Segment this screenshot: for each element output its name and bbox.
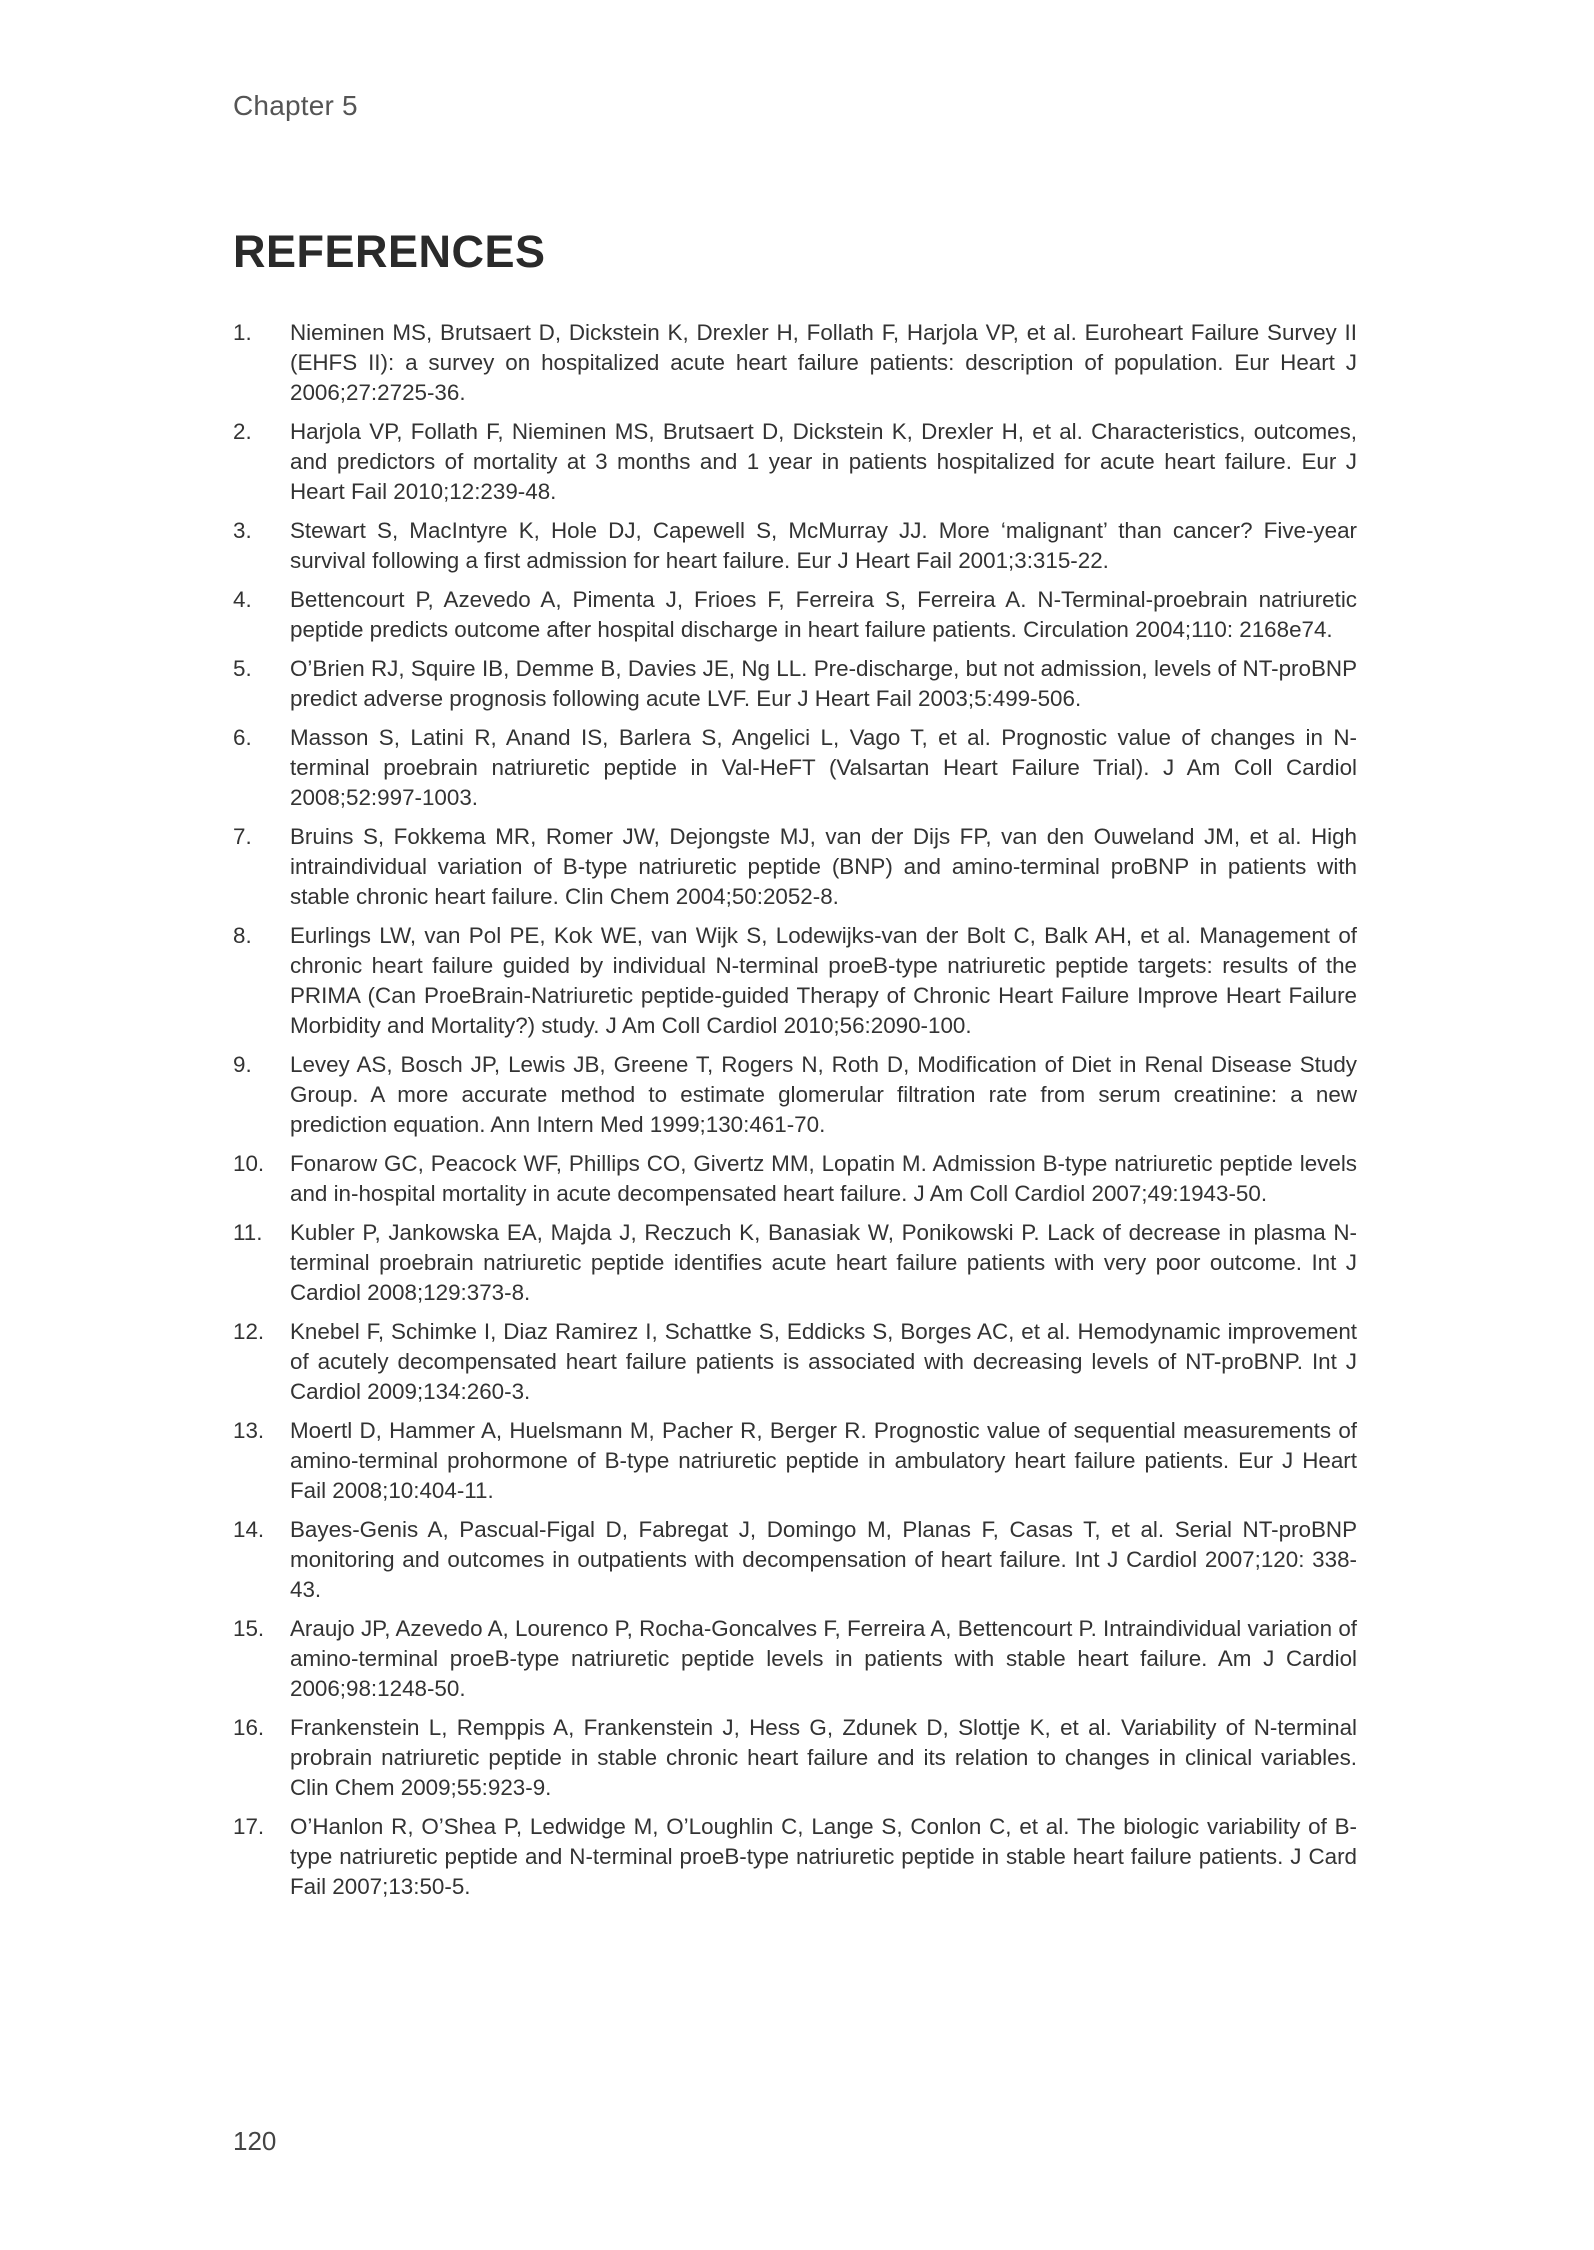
reference-item [233,1149,1357,1209]
reference-text: Kubler P, Jankowska EA, Majda J, Reczuch K, Banasiak W, Ponikowski P. Lack of decrease in plasma N-terminal proebrain natriuretic peptide identifies acute heart failure patients with very poor outcome. Int J Cardiol 2008;129:373-8. [290,1220,1357,1305]
reference-number: 17. [233,1814,265,1839]
reference-number: 3. [233,518,252,543]
reference-number: 9. [233,1052,252,1077]
reference-item [233,654,1357,714]
reference-number: 1. [233,320,252,345]
reference-text: O’Brien RJ, Squire IB, Demme B, Davies JE, Ng LL. Pre-discharge, but not admission, levels of NT-proBNP predict adverse prognosis following acute LVF. Eur J Heart Fail 2003;5:499-506. [290,656,1357,711]
reference-text: Bruins S, Fokkema MR, Romer JW, Dejongste MJ, van der Dijs FP, van den Ouweland JM, et al. High intraindividual variation of B-type natriuretic peptide (BNP) and amino-terminal proBNP in patients with stable chronic heart failure. Clin Chem 2004;50:2052-8. [290,824,1357,909]
reference-item [233,1812,1357,1902]
reference-item [233,1713,1357,1803]
reference-list [233,318,1357,1911]
reference-text: Bayes-Genis A, Pascual-Figal D, Fabregat J, Domingo M, Planas F, Casas T, et al. Serial NT-proBNP monitoring and outcomes in outpatients with decompensation of heart failure. Int J Cardiol 2007;120: 338-43. [290,1517,1357,1602]
reference-text: Harjola VP, Follath F, Nieminen MS, Brutsaert D, Dickstein K, Drexler H, et al. Characteristics, outcomes, and predictors of mortality at 3 months and 1 year in patients hospitalized for acute heart failure. Eur J Heart Fail 2010;12:239-48. [290,419,1357,504]
reference-number: 13. [233,1418,265,1443]
reference-text: Araujo JP, Azevedo A, Lourenco P, Rocha-Goncalves F, Ferreira A, Bettencourt P. Intraindividual variation of amino-terminal proeB-type natriuretic peptide levels in patients with stable heart failure. Am J Cardiol 2006;98:1248-50. [290,1616,1357,1701]
reference-item [233,1416,1357,1506]
reference-number: 15. [233,1616,265,1641]
reference-text: Moertl D, Hammer A, Huelsmann M, Pacher R, Berger R. Prognostic value of sequential measurements of amino-terminal prohormone of B-type natriuretic peptide in ambulatory heart failure patients. Eur J Heart Fail 2008;10:404-11. [290,1418,1357,1503]
reference-number: 8. [233,923,252,948]
reference-item [233,417,1357,507]
reference-text: Eurlings LW, van Pol PE, Kok WE, van Wijk S, Lodewijks-van der Bolt C, Balk AH, et al. Management of chronic heart failure guided by individual N-terminal proeB-type natriuretic peptide targets: results of the PRIMA (Can ProeBrain-Natriuretic peptide-guided Therapy of Chronic Heart Failure Improve Heart Failure Morbidity and Mortality?) study. J Am Coll Cardiol 2010;56:2090-100. [290,923,1357,1038]
reference-item [233,318,1357,408]
reference-number: 2. [233,419,252,444]
reference-number: 5. [233,656,252,681]
reference-item [233,516,1357,576]
reference-number: 12. [233,1319,265,1344]
reference-item [233,921,1357,1041]
page-number: 120 [233,2126,277,2156]
reference-number: 10. [233,1151,265,1176]
reference-number: 14. [233,1517,265,1542]
reference-item [233,1218,1357,1308]
reference-number: 16. [233,1715,265,1740]
reference-text: Stewart S, MacIntyre K, Hole DJ, Capewell S, McMurray JJ. More ‘malignant’ than cancer? Five-year survival following a first admission for heart failure. Eur J Heart Fail 2001;3:315-22. [290,518,1357,573]
reference-item [233,585,1357,645]
reference-item [233,1050,1357,1140]
reference-text: Nieminen MS, Brutsaert D, Dickstein K, Drexler H, Follath F, Harjola VP, et al. Euroheart Failure Survey II (EHFS II): a survey on hospitalized acute heart failure patients: description of population. Eur Heart J 2006;27:2725-36. [290,320,1357,405]
running-head: Chapter 5 [233,90,358,121]
reference-item [233,1515,1357,1605]
reference-text: O’Hanlon R, O’Shea P, Ledwidge M, O’Loughlin C, Lange S, Conlon C, et al. The biologic variability of B-type natriuretic peptide and N-terminal proeB-type natriuretic peptide in stable heart failure patients. J Card Fail 2007;13:50-5. [290,1814,1357,1899]
reference-text: Frankenstein L, Remppis A, Frankenstein J, Hess G, Zdunek D, Slottje K, et al. Variability of N-terminal probrain natriuretic peptide in stable chronic heart failure and its relation to changes in clinical variables. Clin Chem 2009;55:923-9. [290,1715,1357,1800]
references-heading: REFERENCES [233,226,546,277]
reference-item [233,822,1357,912]
reference-text: Masson S, Latini R, Anand IS, Barlera S, Angelici L, Vago T, et al. Prognostic value of changes in N-terminal proebrain natriuretic peptide in Val-HeFT (Valsartan Heart Failure Trial). J Am Coll Cardiol 2008;52:997-1003. [290,725,1357,810]
reference-text: Knebel F, Schimke I, Diaz Ramirez I, Schattke S, Eddicks S, Borges AC, et al. Hemodynamic improvement of acutely decompensated heart failure patients is associated with decreasing levels of NT-proBNP. Int J Cardiol 2009;134:260-3. [290,1319,1357,1404]
reference-item [233,1614,1357,1704]
reference-text: Fonarow GC, Peacock WF, Phillips CO, Givertz MM, Lopatin M. Admission B-type natriuretic peptide levels and in-hospital mortality in acute decompensated heart failure. J Am Coll Cardiol 2007;49:1943-50. [290,1151,1357,1206]
reference-item [233,723,1357,813]
reference-number: 6. [233,725,252,750]
reference-number: 4. [233,587,252,612]
reference-text: Bettencourt P, Azevedo A, Pimenta J, Frioes F, Ferreira S, Ferreira A. N-Terminal-proebrain natriuretic peptide predicts outcome after hospital discharge in heart failure patients. Circulation 2004;110: 2168e74. [290,587,1357,642]
reference-number: 11. [233,1220,263,1245]
reference-number: 7. [233,824,252,849]
reference-item [233,1317,1357,1407]
reference-text: Levey AS, Bosch JP, Lewis JB, Greene T, Rogers N, Roth D, Modification of Diet in Renal Disease Study Group. A more accurate method to estimate glomerular filtration rate from serum creatinine: a new prediction equation. Ann Intern Med 1999;130:461-70. [290,1052,1357,1137]
